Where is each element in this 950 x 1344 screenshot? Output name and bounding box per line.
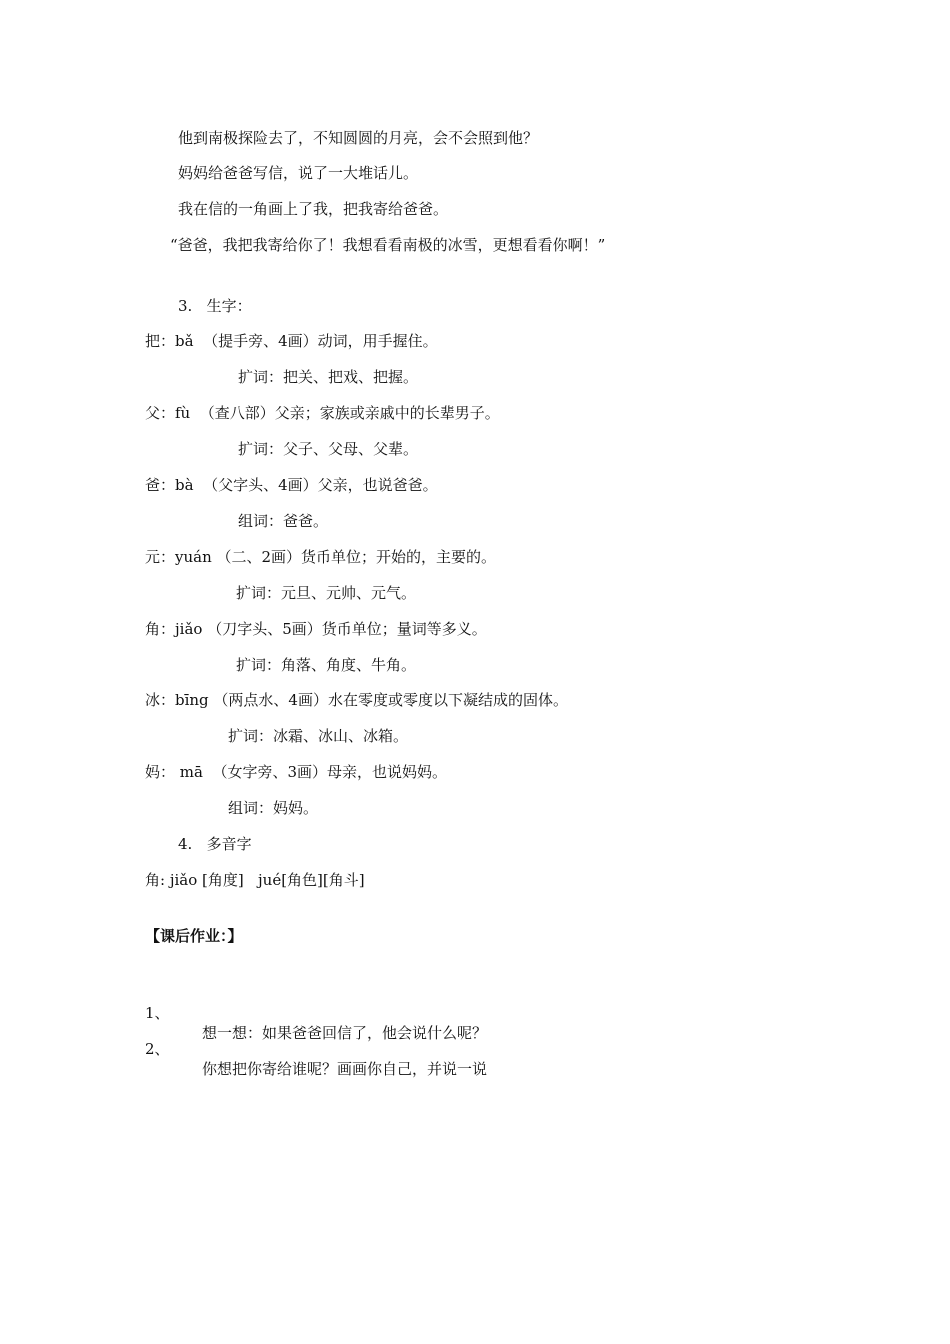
story-paragraph-1: 他到南极探险去了，不知圆圆的月亮，会不会照到他？ bbox=[178, 129, 539, 147]
story-paragraph-3: 我在信的一角画上了我，把我寄给爸爸。 bbox=[178, 200, 449, 218]
char-entry-ma: 妈： mā （女字旁、3画）母亲，也说妈妈。 bbox=[145, 763, 448, 781]
story-paragraph-2: 妈妈给爸爸写信，说了一大堆话儿。 bbox=[178, 164, 419, 182]
char-entry-bing: 冰：bīng （两点水、4画）水在零度或零度以下凝结成的固体。 bbox=[145, 691, 568, 709]
story-paragraph-4: “爸爸，我把我寄给你了！我想看看南极的冰雪，更想看看你啊！” bbox=[170, 236, 606, 254]
char-entry-jiao: 角：jiǎo （刀字头、5画）货币单位；量词等多义。 bbox=[145, 620, 487, 638]
char-words-ba: 扩词：把关、把戏、把握。 bbox=[238, 368, 419, 386]
section-polyphone-heading: 4. 多音字 bbox=[178, 835, 252, 853]
section-new-characters-heading: 3. 生字： bbox=[178, 297, 252, 315]
char-words-fu: 扩词：父子、父母、父辈。 bbox=[238, 440, 419, 458]
char-words-ba4: 组词：爸爸。 bbox=[238, 512, 329, 530]
char-words-bing: 扩词：冰霜、冰山、冰箱。 bbox=[228, 727, 409, 745]
homework-item-text: 想一想：如果爸爸回信了，他会说什么呢？ bbox=[202, 1024, 488, 1042]
homework-title: 【课后作业：】 bbox=[145, 927, 243, 945]
homework-item-number: 2、 bbox=[145, 1040, 170, 1058]
homework-item-number: 1、 bbox=[145, 1004, 170, 1022]
char-words-jiao: 扩词：角落、角度、牛角。 bbox=[236, 656, 417, 674]
char-words-ma: 组词：妈妈。 bbox=[228, 799, 319, 817]
polyphone-entry: 角: jiǎo [角度] jué[角色][角斗] bbox=[145, 871, 365, 889]
homework-item-text: 你想把你寄给谁呢？画画你自己，并说一说 bbox=[202, 1060, 488, 1078]
char-entry-ba: 把：bǎ （提手旁、4画）动词，用手握住。 bbox=[145, 332, 438, 350]
char-words-yuan: 扩词：元旦、元帅、元气。 bbox=[236, 584, 417, 602]
char-entry-fu: 父：fù （查八部）父亲；家族或亲戚中的长辈男子。 bbox=[145, 404, 500, 422]
homework-item-2 bbox=[145, 1019, 745, 1079]
char-entry-yuan: 元：yuán （二、2画）货币单位；开始的，主要的。 bbox=[145, 548, 497, 566]
char-entry-ba4: 爸：bà （父字头、4画）父亲，也说爸爸。 bbox=[145, 476, 438, 494]
